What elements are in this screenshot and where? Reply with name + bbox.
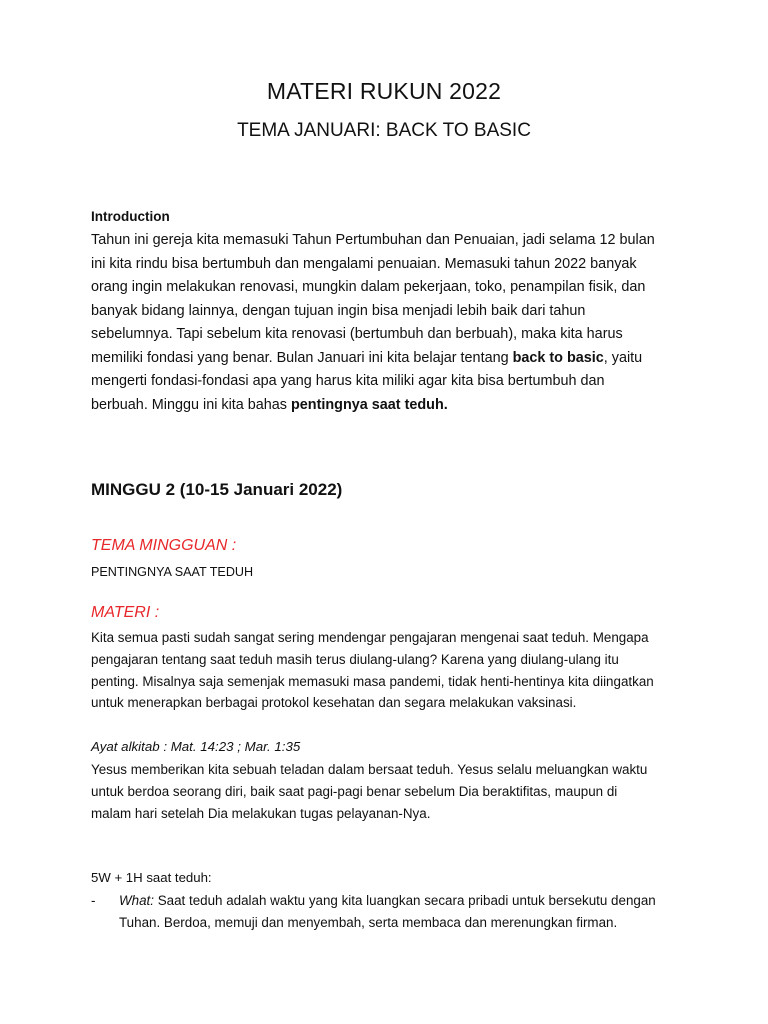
tema-mingguan-value: PENTINGNYA SAAT TEDUH [91,565,254,579]
five-w-heading: 5W + 1H saat teduh: [91,870,212,885]
intro-line: banyak bidang lainnya, dengan tujuan ingin bisa menjadi lebih baik dari tahun [91,302,586,319]
list-item-text: Saat teduh adalah waktu yang kita luangkan secara pribadi untuk bersekutu dengan [153,893,656,908]
document-subtitle: TEMA JANUARI: BACK TO BASIC [237,120,531,141]
ayat-line: malam hari setelah Dia melakukan tugas pelayanan-Nya. [91,805,431,821]
intro-line [91,347,691,371]
intro-line: mengerti fondasi-fondasi apa yang harus kita miliki agar kita bisa bertumbuh dan [91,373,605,389]
ayat-line: untuk berdoa seorang diri, baik saat pagi-pagi benar sebelum Dia beraktifitas, maupun di [91,783,618,799]
week-heading: MINGGU 2 (10-15 Januari 2022) [91,480,343,499]
intro-text: memiliki fondasi yang benar. Bulan Januari ini kita belajar tentang [91,349,513,366]
list-item-label: What: [119,893,154,908]
materi-line: untuk menerapkan berbagai protokol kesehatan dan segara melakukan vaksinasi. [91,695,577,711]
materi-line: penting. Misalnya saja semenjak memasuki masa pandemi, tidak henti-hentinya kita diingatkan [91,673,654,689]
tema-mingguan-label: TEMA MINGGUAN : [91,537,237,554]
materi-line: pengajaran tentang saat teduh masih terus diulang-ulang? Karena yang diulang-ulang itu [91,651,619,667]
materi-line: Kita semua pasti sudah sangat sering mendengar pengajaran mengenai saat teduh. Mengapa [91,630,649,645]
intro-line: ini kita rindu bisa bertumbuh dan mengalami penuaian. Memasuki tahun 2022 banyak [91,255,637,272]
list-item [91,890,691,934]
list-item-line: Tuhan. Berdoa, memuji dan menyembah, serta membaca dan merenungkan firman. [119,915,618,930]
ayat-paragraph [91,759,691,824]
five-w-list [91,890,691,934]
document-title: MATERI RUKUN 2022 [266,78,502,104]
intro-line [91,394,691,418]
intro-text: , yaitu [603,349,643,366]
intro-line: orang ingin melakukan renovasi, mungkin dalam pekerjaan, toko, penampilan fisik, dan [91,279,646,295]
list-item-line [119,890,699,912]
intro-line: sebelumnya. Tapi sebelum kita renovasi (bertumbuh dan berbuah), maka kita harus [91,326,623,342]
list-item-body [119,890,699,934]
ayat-alkitab: Ayat alkitab : Mat. 14:23 ; Mar. 1:35 [91,739,301,754]
list-bullet: - [91,893,96,908]
intro-text: berbuah. Minggu ini kita bahas [91,396,292,413]
intro-paragraph [91,229,691,417]
back-to-basic-emphasis: back to basic [512,349,604,366]
materi-label: MATERI : [91,604,160,621]
intro-line: Tahun ini gereja kita memasuki Tahun Pertumbuhan dan Penuaian, jadi selama 12 bulan [91,232,655,248]
saat-teduh-emphasis: pentingnya saat teduh. [291,396,448,413]
ayat-line: Yesus memberikan kita sebuah teladan dalam bersaat teduh. Yesus selalu meluangkan waktu [91,762,648,777]
intro-heading: Introduction [91,209,170,224]
materi-paragraph [91,627,691,714]
